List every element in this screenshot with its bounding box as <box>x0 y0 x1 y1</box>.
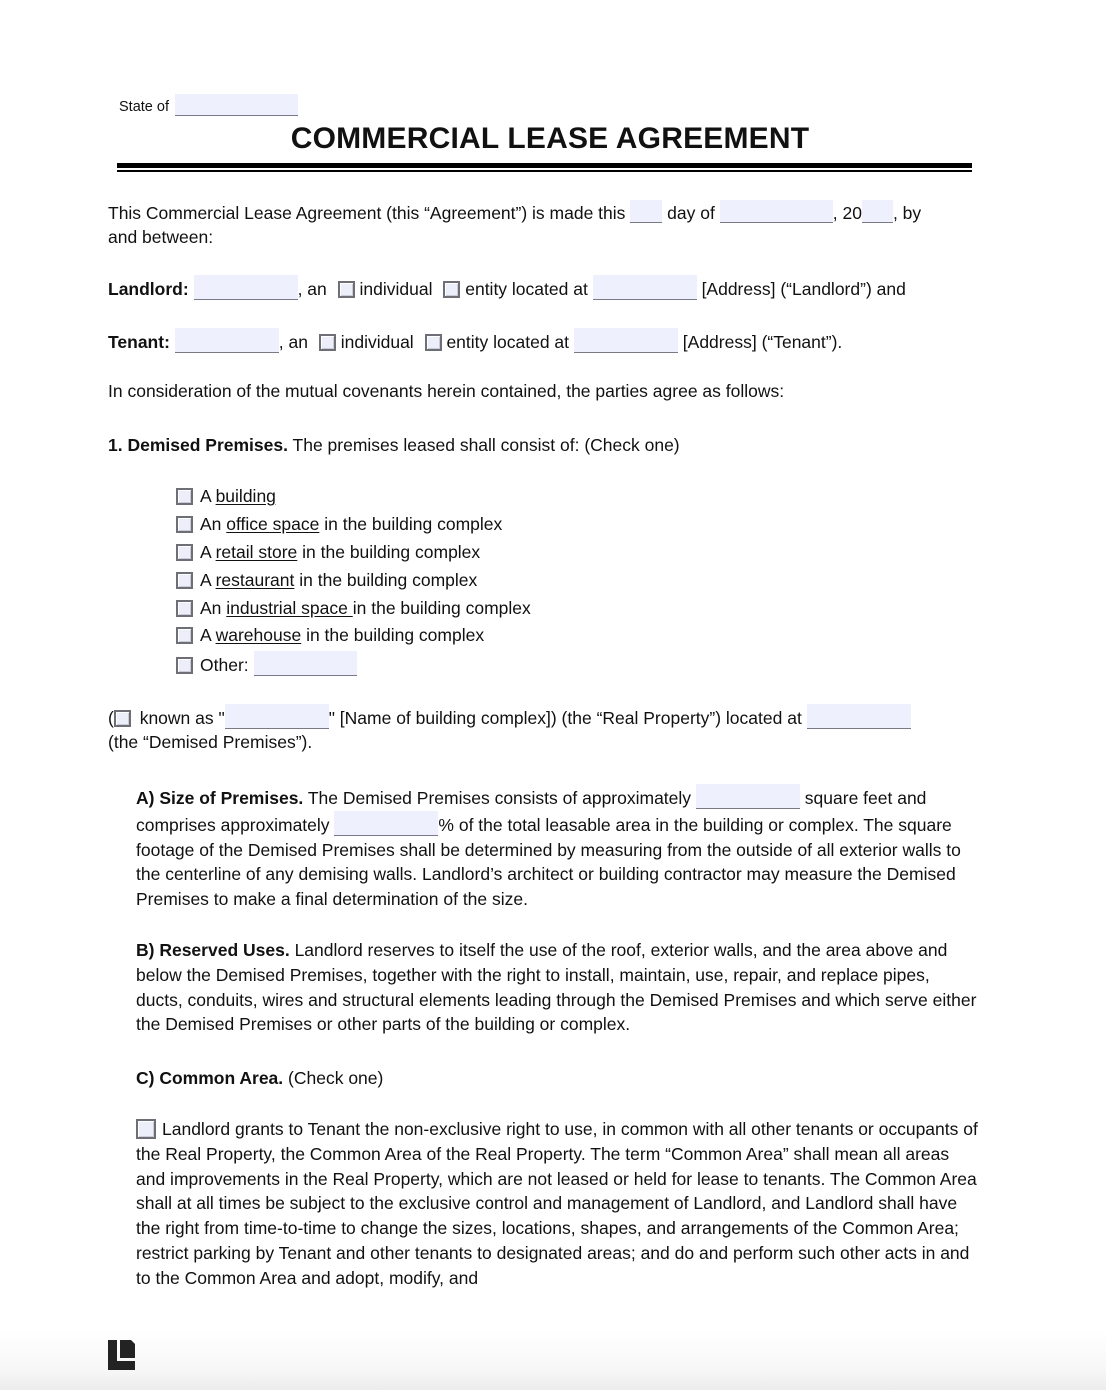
section-c-heading: C) Common Area. <box>136 1068 284 1088</box>
premises-option-checkbox[interactable] <box>176 516 193 533</box>
section-1-text: The premises leased shall consist of: (Check one) <box>292 435 680 455</box>
section-a <box>136 784 981 912</box>
option-prefix: An <box>200 598 227 618</box>
complex-name-field[interactable] <box>225 704 329 729</box>
intro-year-prefix: , 20 <box>832 203 862 223</box>
square-feet-field[interactable] <box>696 784 800 809</box>
known-open-paren: ( <box>108 708 114 728</box>
common-area-option <box>136 1117 981 1291</box>
day-field[interactable] <box>630 200 662 223</box>
property-address-field[interactable] <box>807 704 911 729</box>
tenant-individual-checkbox[interactable] <box>319 334 336 351</box>
option-suffix: in the building complex <box>294 570 478 590</box>
option-prefix: A <box>200 542 216 562</box>
known-as-label: known as " <box>139 708 225 728</box>
section-c-text: (Check one) <box>288 1068 384 1088</box>
section-1-heading-row <box>108 433 680 457</box>
landlord-address-field[interactable] <box>593 275 697 300</box>
option-suffix: in the building complex <box>297 542 481 562</box>
tenant-row <box>108 328 842 354</box>
percent-field[interactable] <box>334 811 438 836</box>
option-type: warehouse <box>215 625 302 645</box>
premises-option-checkbox[interactable] <box>176 572 193 589</box>
tenant-suffix: [Address] (“Tenant”). <box>682 332 843 352</box>
landlord-individual-label: individual <box>359 279 433 299</box>
title-rule-thick <box>117 163 972 168</box>
landlord-an: , an <box>297 279 327 299</box>
known-as-checkbox[interactable] <box>114 710 131 727</box>
known-as-row <box>108 704 911 730</box>
tenant-label: Tenant: <box>108 332 170 352</box>
state-row <box>119 94 298 116</box>
section-a-text-2: square feet and <box>804 788 927 808</box>
premises-option-checkbox[interactable] <box>176 627 193 644</box>
landlord-entity-label: entity located at <box>465 279 588 299</box>
premises-option <box>176 568 477 592</box>
section-a-text-4: % of the total leasable area in the building or complex. The square footage of the Demised Premises shall be determined by measuring from the outside of all exterior walls to the centerline of any demising walls. Landlord’s architect or building contractor may measure the Demised Premises to make a final determination of the size. <box>136 814 961 910</box>
premises-option-checkbox[interactable] <box>176 544 193 561</box>
intro-text: This Commercial Lease Agreement (this “Agreement”) is made this <box>108 203 626 223</box>
tenant-address-field[interactable] <box>574 328 678 353</box>
tenant-entity-checkbox[interactable] <box>425 334 442 351</box>
option-prefix: A <box>200 486 216 506</box>
premises-option-checkbox[interactable] <box>176 488 193 505</box>
landlord-suffix: [Address] (“Landlord”) and <box>701 279 906 299</box>
option-type: retail store <box>215 542 298 562</box>
premises-option <box>176 484 276 508</box>
premises-other-checkbox[interactable] <box>176 657 193 674</box>
consideration-text: In consideration of the mutual covenants herein contained, the parties agree as follows: <box>108 381 785 401</box>
option-prefix: A <box>200 625 216 645</box>
document-logo-icon <box>108 1340 136 1370</box>
month-field[interactable] <box>720 200 833 223</box>
intro-line-2: and between: <box>108 227 214 247</box>
demised-premises-line: (the “Demised Premises”). <box>108 732 313 752</box>
option-type: restaurant <box>215 570 295 590</box>
option-suffix: in the building complex <box>319 514 503 534</box>
known-as-suffix: " [Name of building complex]) (the “Real Property”) located at <box>328 708 802 728</box>
section-1-heading: 1. Demised Premises. <box>108 435 288 455</box>
state-label: State of <box>119 99 169 115</box>
option-suffix: in the building complex <box>301 625 485 645</box>
other-field[interactable] <box>254 651 357 676</box>
section-a-text-1: The Demised Premises consists of approximately <box>307 788 692 808</box>
landlord-individual-checkbox[interactable] <box>338 281 355 298</box>
document-title: COMMERCIAL LEASE AGREEMENT <box>290 122 810 155</box>
option-prefix: An <box>200 514 227 534</box>
tenant-an: , an <box>278 332 308 352</box>
tenant-individual-label: individual <box>340 332 414 352</box>
option-prefix: A <box>200 570 216 590</box>
option-type: office space <box>226 514 320 534</box>
premises-option <box>176 512 502 536</box>
landlord-label: Landlord: <box>108 279 189 299</box>
option-type: building <box>215 486 276 506</box>
title-rule-thin <box>117 170 972 172</box>
section-c-heading-row <box>136 1066 383 1090</box>
intro-by: , by <box>892 203 922 223</box>
premises-option <box>176 596 531 620</box>
common-area-text: Landlord grants to Tenant the non-exclusive right to use, in common with all other tenants or occupants of the Real Property, the Common Area of the Real Property. The term “Common Area” shall mean all areas and improvements in the Real Property, which are not leased or held for lease to tenants. The Common Area shall at all times be subject to the exclusive control and management of Landlord, and Landlord shall have the right from time-to-time to change the sizes, locations, shapes, and arrangements of the Common Area; restrict parking by Tenant and other tenants to designated areas; and do and perform such other acts in and to the Common Area and adopt, modify, and <box>136 1119 978 1288</box>
intro-line-1 <box>108 200 921 225</box>
landlord-name-field[interactable] <box>194 275 298 300</box>
premises-option <box>176 623 484 647</box>
landlord-entity-checkbox[interactable] <box>443 281 460 298</box>
premises-option-other <box>176 651 357 677</box>
state-field[interactable] <box>175 94 298 116</box>
common-area-checkbox[interactable] <box>136 1119 156 1139</box>
section-b <box>136 938 981 1037</box>
tenant-entity-label: entity located at <box>446 332 570 352</box>
section-b-text: Landlord reserves to itself the use of the roof, exterior walls, and the area above and below the Demised Premises, together with the right to install, maintain, use, repair, and replace pipes, ducts, conduits, wires and structural elements leading through the Demised Premises and which serve either the Demised Premises or other parts of the building or complex. <box>136 940 977 1035</box>
landlord-row <box>108 275 906 301</box>
section-a-text-3: comprises approximately <box>136 814 330 835</box>
intro-day-of: day of <box>667 203 715 223</box>
premises-option <box>176 540 480 564</box>
tenant-name-field[interactable] <box>175 328 279 353</box>
section-b-heading: B) Reserved Uses. <box>136 940 290 960</box>
premises-option-checkbox[interactable] <box>176 600 193 617</box>
section-a-heading: A) Size of Premises. <box>136 788 304 808</box>
year-field[interactable] <box>862 200 893 223</box>
option-type: industrial space <box>226 598 353 618</box>
option-suffix: in the building complex <box>352 598 531 618</box>
other-label: Other: <box>200 655 249 675</box>
